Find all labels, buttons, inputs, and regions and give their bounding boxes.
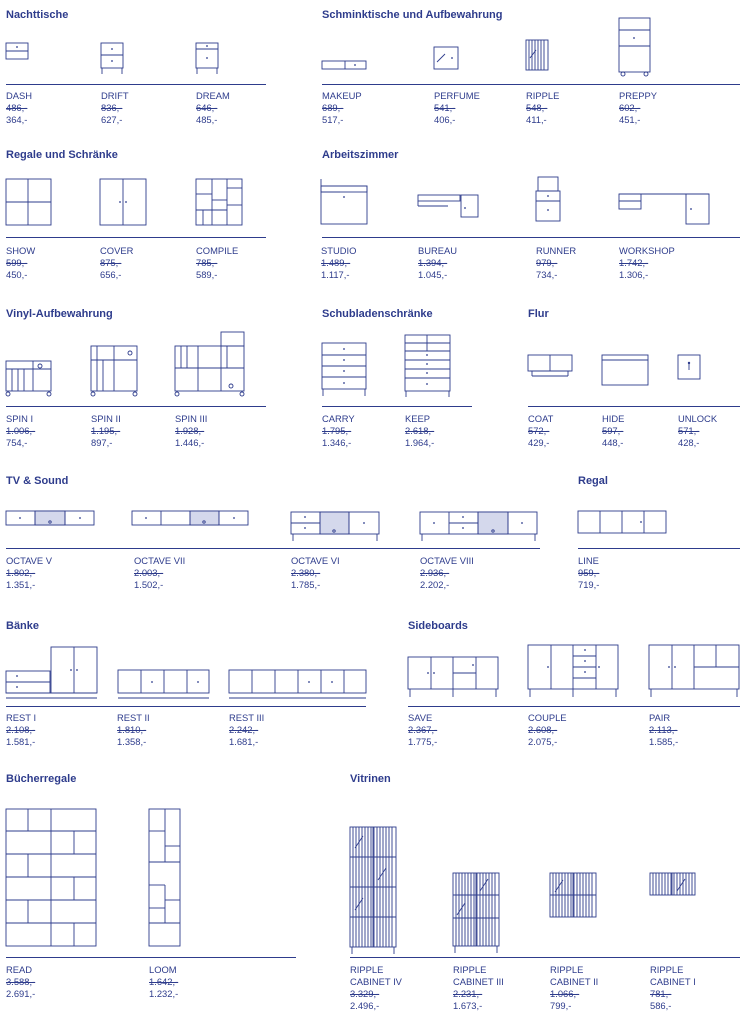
product-name: LINE [578, 555, 599, 566]
section-title-regal: Regal [578, 475, 608, 487]
old-price: 2.936,- [420, 567, 450, 578]
product-carry [322, 413, 355, 449]
product-name: HIDE [602, 413, 625, 424]
product-line [578, 555, 599, 591]
divider [6, 706, 366, 707]
couple-illustration [528, 645, 618, 697]
product-name: LOOM [149, 964, 177, 975]
product-workshop [619, 245, 675, 281]
product-keep [405, 413, 434, 449]
section-title-arbeitszimmer: Arbeitszimmer [322, 149, 399, 161]
divider [322, 84, 740, 85]
product-name: DASH [6, 90, 33, 101]
rest-i-illustration [6, 647, 97, 698]
section-title-buecherregale: Bücherregale [6, 773, 77, 785]
product-name: COMPILE [196, 245, 239, 256]
new-price: 1.117,- [321, 269, 350, 280]
preppy-illustration [619, 18, 650, 76]
old-price: 2.108,- [6, 724, 36, 735]
divider [322, 406, 472, 407]
old-price: 572,- [528, 425, 550, 436]
cover-illustration [100, 179, 146, 225]
section-title-baenke: Bänke [6, 620, 40, 632]
section-title-regale: Regale und Schränke [6, 149, 118, 161]
product-bureau [418, 245, 457, 281]
product-dash [6, 90, 32, 126]
new-price: 2.496,- [350, 1000, 380, 1011]
divider [408, 706, 740, 707]
new-price: 1.351,- [6, 579, 36, 590]
old-price: 1.802,- [6, 567, 36, 578]
old-price: 689,- [322, 102, 344, 113]
product-drift [101, 90, 129, 126]
new-price: 1.785,- [291, 579, 321, 590]
product-name: REST III [229, 712, 265, 723]
old-price: 1.795,- [322, 425, 352, 436]
loom-illustration [149, 809, 180, 946]
old-price: 2.231,- [453, 988, 483, 999]
new-price: 2.691,- [6, 988, 36, 999]
product-name: RUNNER [536, 245, 577, 256]
new-price: 1.502,- [134, 579, 164, 590]
divider [6, 237, 266, 238]
product-ripple-cabinet-iii [453, 964, 504, 1012]
section-title-sideboards: Sideboards [408, 620, 468, 632]
old-price: 571,- [678, 425, 700, 436]
product-couple [528, 712, 567, 748]
product-spin-iii [175, 413, 207, 449]
save-illustration [408, 657, 498, 697]
new-price: 1.232,- [149, 988, 179, 999]
new-price: 2.075,- [528, 736, 558, 747]
old-price: 3.329,- [350, 988, 380, 999]
product-show [6, 245, 35, 281]
divider [578, 548, 740, 549]
studio-illustration [321, 179, 367, 224]
spin-ii-illustration [91, 346, 137, 396]
product-runner [536, 245, 576, 281]
product-rest-iii [229, 712, 264, 748]
divider [6, 84, 266, 85]
drift-illustration [101, 43, 123, 74]
new-price: 719,- [578, 579, 600, 590]
octave-viii-illustration [420, 512, 537, 541]
old-price: 979,- [536, 257, 558, 268]
old-price: 2.608,- [528, 724, 558, 735]
old-price: 486,- [6, 102, 28, 113]
old-price: 599,- [6, 257, 28, 268]
section-title-vinyl: Vinyl-Aufbewahrung [6, 308, 113, 320]
new-price: 1.964,- [405, 437, 435, 448]
product-spin-ii [91, 413, 121, 449]
product-octave-vi [291, 555, 340, 591]
section-title-tv: TV & Sound [6, 475, 69, 487]
product-name: OCTAVE VIII [420, 555, 474, 566]
old-price: 875,- [100, 257, 122, 268]
new-price: 1.446,- [175, 437, 205, 448]
new-price: 1.673,- [453, 1000, 483, 1011]
old-price: 1.642,- [149, 976, 179, 987]
rest-iii-illustration [229, 670, 366, 698]
ripple-cabinet-iii-illustration [453, 873, 499, 953]
spin-iii-illustration [175, 332, 244, 396]
new-price: 589,- [196, 269, 218, 280]
product-name: DRIFT [101, 90, 129, 101]
dash-illustration [6, 43, 28, 59]
product-name: DREAM [196, 90, 230, 101]
ripple-cabinet-i-illustration [650, 873, 695, 895]
product-rest-ii [117, 712, 150, 748]
product-name: WORKSHOP [619, 245, 675, 256]
product-name: MAKEUP [322, 90, 362, 101]
old-price: 2.380,- [291, 567, 321, 578]
bureau-illustration [418, 195, 478, 217]
old-price: 2.242,- [229, 724, 259, 735]
product-name: RIPPLE [526, 90, 560, 101]
product-octave-vii [134, 555, 185, 591]
product-ripple-cabinet-ii [550, 964, 598, 1012]
compile-illustration [196, 179, 242, 225]
section-title-flur: Flur [528, 308, 549, 320]
product-name: STUDIO [321, 245, 357, 256]
product-name: RIPPLE CABINET I [650, 964, 696, 987]
product-name: OCTAVE VII [134, 555, 186, 566]
product-name: SPIN I [6, 413, 34, 424]
new-price: 485,- [196, 114, 218, 125]
new-price: 429,- [528, 437, 550, 448]
old-price: 646,- [196, 102, 218, 113]
new-price: 897,- [91, 437, 113, 448]
read-illustration [6, 809, 96, 946]
new-price: 448,- [602, 437, 624, 448]
product-spin-i [6, 413, 35, 449]
product-name: COUPLE [528, 712, 567, 723]
product-compile [196, 245, 238, 281]
product-name: CARRY [322, 413, 355, 424]
ripple-illustration [526, 40, 548, 70]
product-name: REST I [6, 712, 37, 723]
product-ripple-cabinet-iv [350, 964, 402, 1012]
product-pair [649, 712, 678, 748]
product-ripple-cabinet-i [650, 964, 696, 1012]
old-price: 602,- [619, 102, 641, 113]
divider [350, 957, 740, 958]
product-name: UNLOCK [678, 413, 718, 424]
old-price: 836,- [101, 102, 123, 113]
old-price: 781,- [650, 988, 672, 999]
product-rest-i [6, 712, 36, 748]
product-octave-viii [420, 555, 474, 591]
product-read [6, 964, 35, 1000]
product-ripple [526, 90, 559, 126]
coat-illustration [528, 355, 572, 376]
new-price: 1.585,- [649, 736, 679, 747]
new-price: 364,- [6, 114, 28, 125]
new-price: 754,- [6, 437, 28, 448]
old-price: 2.367,- [408, 724, 438, 735]
old-price: 785,- [196, 257, 218, 268]
product-makeup [322, 90, 362, 126]
rest-ii-illustration [118, 670, 209, 698]
old-price: 597,- [602, 425, 624, 436]
new-price: 734,- [536, 269, 558, 280]
new-price: 1.358,- [117, 736, 147, 747]
old-price: 1.066,- [550, 988, 580, 999]
old-price: 1.394,- [418, 257, 448, 268]
product-name: PREPPY [619, 90, 658, 101]
hide-illustration [602, 355, 648, 385]
new-price: 656,- [100, 269, 122, 280]
product-name: SAVE [408, 712, 433, 723]
line-illustration [578, 511, 666, 533]
product-name: KEEP [405, 413, 431, 424]
product-preppy [619, 90, 657, 126]
new-price: 1.346,- [322, 437, 352, 448]
pair-illustration [649, 645, 739, 697]
new-price: 627,- [101, 114, 123, 125]
old-price: 1.742,- [619, 257, 649, 268]
dream-illustration [196, 43, 218, 74]
divider [6, 957, 296, 958]
new-price: 1.306,- [619, 269, 649, 280]
perfume-illustration [434, 47, 458, 69]
product-name: SPIN III [175, 413, 208, 424]
divider [6, 548, 540, 549]
old-price: 2.003,- [134, 567, 164, 578]
new-price: 586,- [650, 1000, 672, 1011]
product-hide [602, 413, 624, 449]
product-name: BUREAU [418, 245, 458, 256]
product-octave-v [6, 555, 52, 591]
new-price: 799,- [550, 1000, 572, 1011]
new-price: 450,- [6, 269, 28, 280]
octave-v-illustration [6, 511, 94, 525]
workshop-illustration [619, 194, 709, 224]
product-studio [321, 245, 356, 281]
new-price: 451,- [619, 114, 641, 125]
old-price: 3.588,- [6, 976, 36, 987]
keep-illustration [405, 335, 450, 397]
product-name: READ [6, 964, 33, 975]
product-name: SPIN II [91, 413, 121, 424]
new-price: 1.681,- [229, 736, 259, 747]
old-price: 1.810,- [117, 724, 147, 735]
new-price: 428,- [678, 437, 700, 448]
old-price: 541,- [434, 102, 456, 113]
old-price: 548,- [526, 102, 548, 113]
new-price: 1.581,- [6, 736, 36, 747]
product-dream [196, 90, 230, 126]
product-coat [528, 413, 553, 449]
spin-i-illustration [6, 361, 51, 396]
product-perfume [434, 90, 480, 126]
product-name: PAIR [649, 712, 671, 723]
section-title-schubladen: Schubladenschränke [322, 308, 433, 320]
makeup-illustration [322, 61, 366, 69]
show-illustration [6, 179, 51, 225]
product-loom [149, 964, 178, 1000]
divider [322, 237, 740, 238]
product-cover [100, 245, 133, 281]
old-price: 1.195,- [91, 425, 121, 436]
section-title-vitrinen: Vitrinen [350, 773, 391, 785]
carry-illustration [322, 343, 366, 396]
product-name: RIPPLE CABINET IV [350, 964, 402, 987]
new-price: 406,- [434, 114, 456, 125]
octave-vii-illustration [132, 511, 248, 525]
product-name: OCTAVE VI [291, 555, 340, 566]
product-name: SHOW [6, 245, 36, 256]
old-price: 2.113,- [649, 724, 678, 735]
octave-vi-illustration [291, 512, 379, 541]
divider [6, 406, 266, 407]
product-name: RIPPLE CABINET II [550, 964, 599, 987]
product-name: REST II [117, 712, 150, 723]
divider [528, 406, 740, 407]
old-price: 1.006,- [6, 425, 36, 436]
old-price: 2.618,- [405, 425, 435, 436]
ripple-cabinet-iv-illustration [350, 827, 396, 954]
old-price: 959,- [578, 567, 600, 578]
product-name: OCTAVE V [6, 555, 53, 566]
ripple-cabinet-ii-illustration [550, 873, 596, 917]
section-title-schminktische: Schminktische und Aufbewahrung [322, 9, 503, 21]
new-price: 2.202,- [420, 579, 450, 590]
old-price: 1.489,- [321, 257, 351, 268]
product-name: COAT [528, 413, 554, 424]
product-name: COVER [100, 245, 134, 256]
runner-illustration [536, 177, 560, 221]
section-title-nachttische: Nachttische [6, 9, 69, 21]
product-name: RIPPLE CABINET III [453, 964, 504, 987]
new-price: 411,- [526, 114, 547, 125]
product-save [408, 712, 437, 748]
product-unlock [678, 413, 717, 449]
old-price: 1.928,- [175, 425, 205, 436]
new-price: 1.775,- [408, 736, 438, 747]
unlock-illustration [678, 355, 700, 379]
new-price: 517,- [322, 114, 344, 125]
product-name: PERFUME [434, 90, 480, 101]
new-price: 1.045,- [418, 269, 448, 280]
